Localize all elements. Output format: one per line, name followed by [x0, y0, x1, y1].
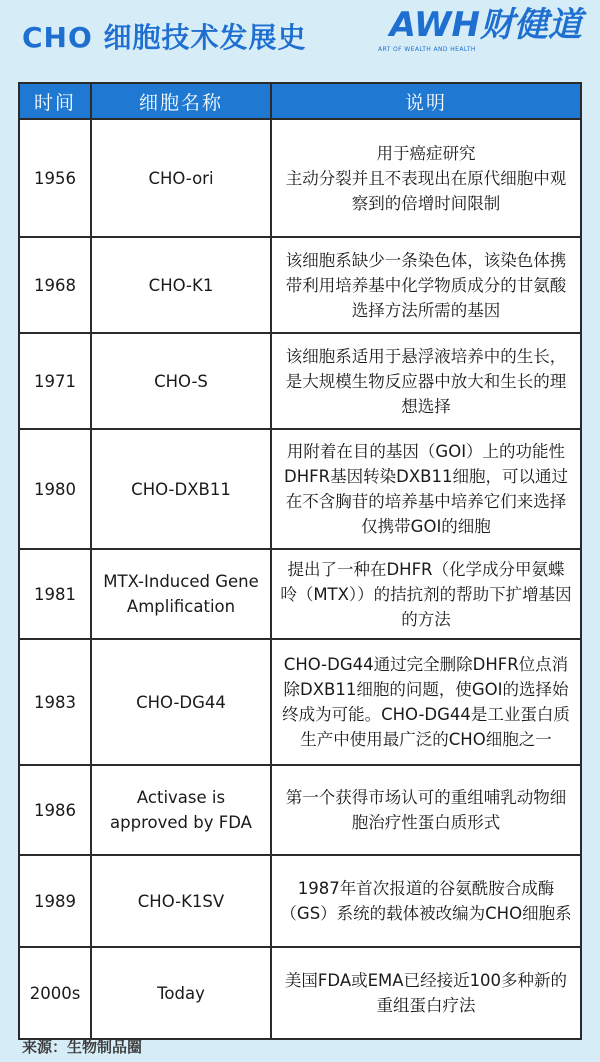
year-cell: 1981: [19, 549, 91, 639]
cell-name-cell: CHO-K1SV: [91, 855, 271, 947]
year-cell: 1989: [19, 855, 91, 947]
cell-name-cell: CHO-DXB11: [91, 429, 271, 549]
header: [0, 0, 600, 82]
table-row: [19, 333, 581, 429]
table-row: [19, 429, 581, 549]
description-cell: 用附着在目的基因（GOI）上的功能性DHFR基因转染DXB11细胞，可以通过在不含胸苷的培养基中培养它们来选择仅携带GOI的细胞: [271, 429, 581, 549]
year-cell: 2000s: [19, 947, 91, 1039]
year-cell: 1956: [19, 119, 91, 237]
cell-name-cell: CHO-K1: [91, 237, 271, 333]
cell-name-cell: CHO-S: [91, 333, 271, 429]
description-cell: CHO-DG44通过完全删除DHFR位点消除DXB11细胞的问题，使GOI的选择始终成为可能。CHO-DG44是工业蛋白质生产中使用最广泛的CHO细胞之一: [271, 639, 581, 765]
table-row: [19, 765, 581, 855]
description-cell: 提出了一种在DHFR（化学成分甲氨蝶呤（MTX））的拮抗剂的帮助下扩增基因的方法: [271, 549, 581, 639]
cell-name-cell: CHO-ori: [91, 119, 271, 237]
table-row: [19, 237, 581, 333]
column-header-cell-name: 细胞名称: [91, 83, 271, 119]
description-cell: 1987年首次报道的谷氨酰胺合成酶（GS）系统的载体被改编为CHO细胞系: [271, 855, 581, 947]
description-cell: 该细胞系缺少一条染色体，该染色体携带利用培养基中化学物质成分的甘氨酸选择方法所需的基因: [271, 237, 581, 333]
table-row: [19, 549, 581, 639]
description-cell: 该细胞系适用于悬浮液培养中的生长，是大规模生物反应器中放大和生长的理想选择: [271, 333, 581, 429]
description-cell: 用于癌症研究 主动分裂并且不表现出在原代细胞中观察到的倍增时间限制: [271, 119, 581, 237]
year-cell: 1971: [19, 333, 91, 429]
cell-name-cell: Activase is approved by FDA: [91, 765, 271, 855]
logo-text: AWH财健道: [389, 5, 582, 45]
year-cell: 1968: [19, 237, 91, 333]
year-cell: 1980: [19, 429, 91, 549]
page-title: CHO 细胞技术发展史: [22, 21, 307, 54]
column-header-time: 时间: [19, 83, 91, 119]
table-row: [19, 119, 581, 237]
history-table: [18, 82, 582, 1040]
cell-name-cell: MTX-Induced Gene Amplification: [91, 549, 271, 639]
history-table-container: [18, 82, 580, 1040]
source-note: 来源：生物制品圈: [22, 1038, 143, 1056]
brand-logo: [374, 6, 582, 52]
year-cell: 1983: [19, 639, 91, 765]
description-cell: 第一个获得市场认可的重组哺乳动物细胞治疗性蛋白质形式: [271, 765, 581, 855]
column-header-description: 说明: [271, 83, 581, 119]
logo-subtitle: ART OF WEALTH AND HEALTH: [378, 46, 476, 53]
description-cell: 美国FDA或EMA已经接近100多种新的重组蛋白疗法: [271, 947, 581, 1039]
table-row: [19, 947, 581, 1039]
table-row: [19, 639, 581, 765]
table-header-row: [19, 83, 581, 119]
cell-name-cell: Today: [91, 947, 271, 1039]
table-row: [19, 855, 581, 947]
cell-name-cell: CHO-DG44: [91, 639, 271, 765]
year-cell: 1986: [19, 765, 91, 855]
